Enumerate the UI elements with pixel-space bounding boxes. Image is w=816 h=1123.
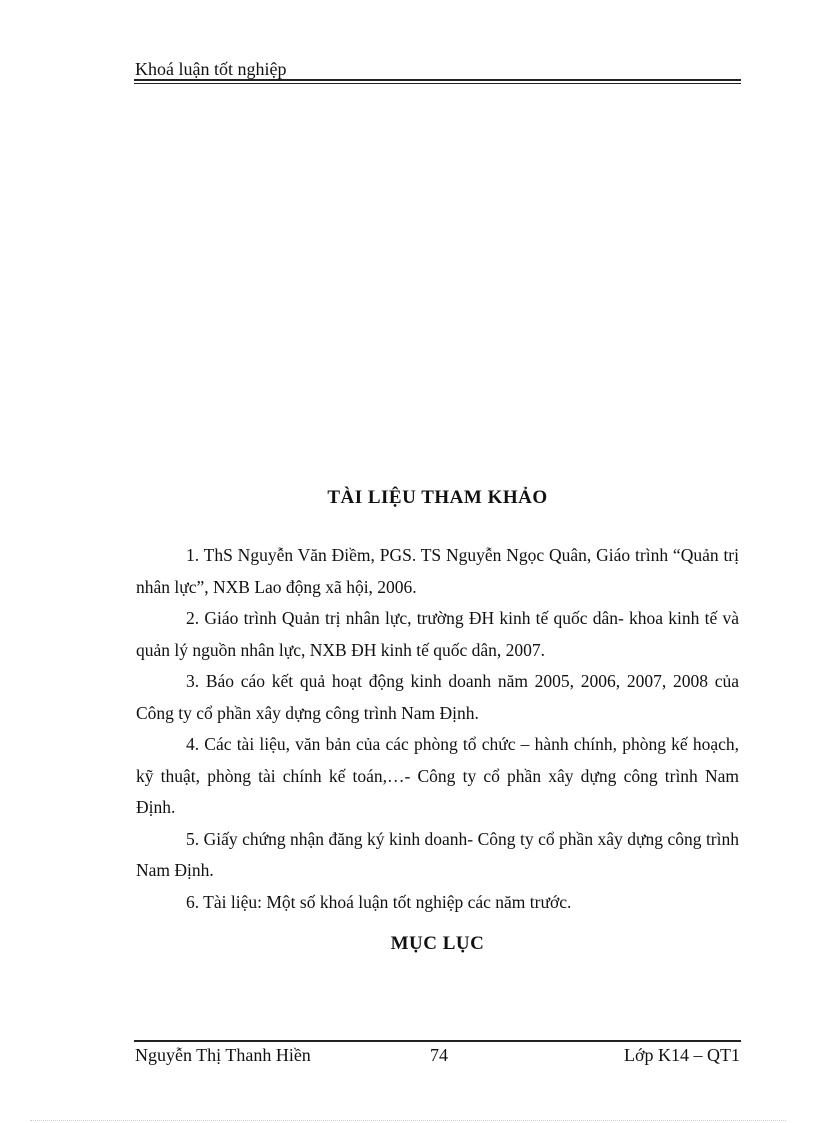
reference-item-6: 6. Tài liệu: Một số khoá luận tốt nghiệp các năm trước. [186, 891, 572, 912]
footer-rule [134, 1040, 741, 1042]
footer-author: Nguyễn Thị Thanh Hiền [135, 1045, 311, 1065]
page-header-title: Khoá luận tốt nghiệp [135, 59, 287, 79]
footer-class: Lớp K14 – QT1 [623, 1045, 740, 1065]
reference-item-2: 2. Giáo trình Quản trị nhân lực, trường ĐH kinh tế quốc dân- khoa kinh tế và quản lý nguồn nhân lực, NXB ĐH kinh tế quốc dân, 2007. [136, 608, 739, 660]
page-number: 74 [430, 1045, 448, 1065]
references-title: TÀI LIỆU THAM KHẢO [327, 487, 548, 508]
references-list [136, 540, 739, 918]
reference-item-5: 5. Giấy chứng nhận đăng ký kinh doanh- Công ty cổ phần xây dựng công trình Nam Định. [136, 828, 739, 880]
toc-title: MỤC LỤC [390, 933, 485, 954]
reference-item-4: 4. Các tài liệu, văn bản của các phòng tổ chức – hành chính, phòng kế hoạch, kỹ thuật, phòng tài chính kế toán,…- Công ty cổ phần xây dựng công trình Nam Định. [136, 734, 739, 817]
reference-item-1: 1. ThS Nguyễn Văn Điềm, PGS. TS Nguyễn Ngọc Quân, Giáo trình “Quản trị nhân lực”, NXB Lao động xã hội, 2006. [136, 545, 739, 597]
header-rule-thin [134, 83, 741, 84]
page-edge-divider [30, 1120, 786, 1121]
reference-item-3: 3. Báo cáo kết quả hoạt động kinh doanh năm 2005, 2006, 2007, 2008 của Công ty cổ phần xây dựng công trình Nam Định. [136, 671, 739, 723]
header-rule [134, 79, 741, 81]
